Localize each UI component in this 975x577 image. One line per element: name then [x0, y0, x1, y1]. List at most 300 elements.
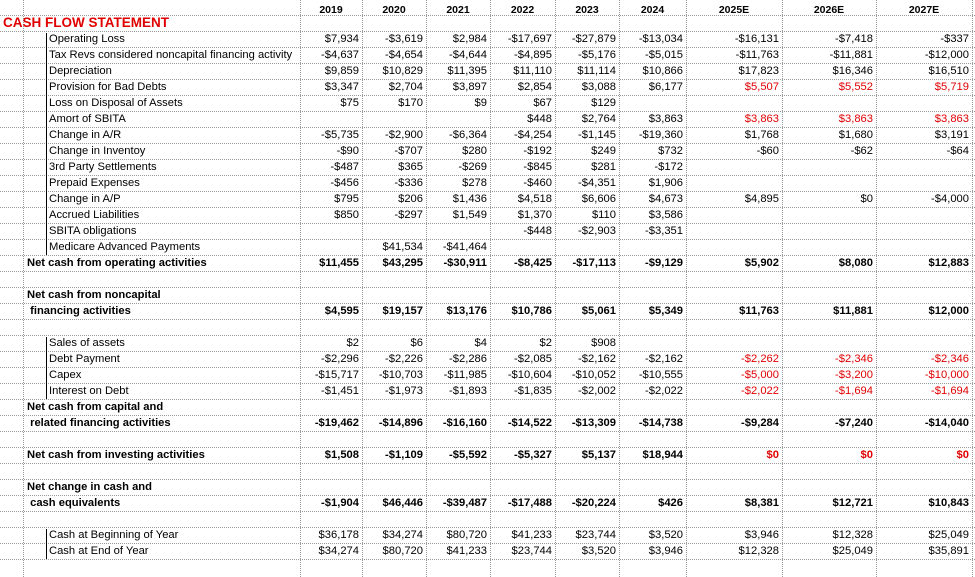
value-cell[interactable]: $11,455: [319, 257, 359, 269]
value-cell[interactable]: $12,721: [832, 497, 873, 509]
value-cell[interactable]: $795: [334, 193, 359, 205]
value-cell[interactable]: -$10,052: [571, 369, 616, 381]
value-cell[interactable]: -$41,464: [442, 241, 487, 253]
value-cell[interactable]: -$15,717: [314, 369, 359, 381]
value-cell[interactable]: -$2,346: [931, 353, 969, 365]
value-cell[interactable]: -$1,694: [931, 385, 969, 397]
value-cell[interactable]: -$4,637: [321, 49, 359, 61]
value-cell[interactable]: $110: [591, 209, 616, 221]
value-cell[interactable]: -$456: [330, 177, 359, 189]
value-cell[interactable]: $2,764: [581, 113, 616, 125]
value-cell[interactable]: $6,177: [648, 81, 683, 93]
value-cell[interactable]: -$845: [523, 161, 552, 173]
value-cell[interactable]: $10,786: [511, 305, 552, 317]
value-cell[interactable]: $1,549: [452, 209, 487, 221]
value-cell[interactable]: [619, 480, 683, 495]
value-cell[interactable]: $11,114: [577, 65, 616, 77]
value-cell[interactable]: -$707: [394, 145, 423, 157]
value-cell[interactable]: -$448: [523, 225, 552, 237]
value-cell[interactable]: $34,274: [382, 529, 423, 541]
value-cell[interactable]: [686, 336, 779, 351]
value-cell[interactable]: $4,595: [324, 305, 359, 317]
row-label-cell[interactable]: Sales of assets: [49, 337, 125, 349]
value-cell[interactable]: $12,328: [832, 529, 873, 541]
value-cell[interactable]: $3,863: [838, 113, 873, 125]
row-label-cell[interactable]: Change in Inventoy: [49, 145, 146, 157]
value-cell[interactable]: $3,088: [581, 81, 616, 93]
value-cell[interactable]: -$336: [394, 177, 423, 189]
year-header-cell[interactable]: 2023: [575, 4, 599, 16]
value-cell[interactable]: -$9,284: [741, 417, 779, 429]
value-cell[interactable]: $11,110: [513, 65, 552, 77]
value-cell[interactable]: $11,881: [833, 305, 873, 317]
value-cell[interactable]: -$4,654: [385, 49, 423, 61]
value-cell[interactable]: -$2,002: [578, 385, 616, 397]
value-cell[interactable]: -$3,200: [835, 369, 873, 381]
row-label-cell[interactable]: Cash at End of Year: [49, 545, 149, 557]
sheet-title[interactable]: CASH FLOW STATEMENT: [3, 15, 169, 30]
value-cell[interactable]: [782, 240, 873, 255]
value-cell[interactable]: -$1,973: [385, 385, 423, 397]
value-cell[interactable]: -$4,351: [578, 177, 616, 189]
table-row: [0, 144, 975, 160]
value-cell[interactable]: $3,863: [934, 113, 969, 125]
value-cell[interactable]: $25,049: [832, 545, 873, 557]
row-label-cell[interactable]: Net change in cash and: [27, 481, 152, 493]
value-cell[interactable]: $23,744: [511, 545, 552, 557]
value-cell[interactable]: [876, 288, 969, 303]
row-label-cell[interactable]: Accrued Liabilities: [49, 209, 140, 221]
value-cell[interactable]: $5,507: [744, 81, 779, 93]
value-cell[interactable]: $908: [591, 337, 616, 349]
row-label-cell[interactable]: Prepaid Expenses: [49, 177, 140, 189]
value-cell[interactable]: [555, 400, 616, 415]
value-cell[interactable]: -$297: [394, 209, 423, 221]
value-cell[interactable]: -$10,703: [378, 369, 423, 381]
value-cell[interactable]: $2,854: [517, 81, 552, 93]
value-cell[interactable]: -$5,327: [514, 449, 552, 461]
value-cell[interactable]: -$10,555: [638, 369, 683, 381]
value-cell[interactable]: $2: [539, 337, 552, 349]
value-cell[interactable]: $19,157: [382, 305, 423, 317]
value-cell[interactable]: $2,984: [452, 33, 487, 45]
value-cell[interactable]: $0: [860, 193, 873, 205]
value-cell[interactable]: -$20,224: [571, 497, 616, 509]
value-cell[interactable]: $25,049: [928, 529, 969, 541]
value-cell[interactable]: [876, 96, 969, 111]
value-cell[interactable]: $10,866: [642, 65, 683, 77]
value-cell[interactable]: $3,586: [648, 209, 683, 221]
value-cell[interactable]: [782, 288, 873, 303]
value-cell[interactable]: [686, 224, 779, 239]
value-cell[interactable]: $35,891: [928, 545, 969, 557]
table-row: [0, 384, 975, 400]
value-cell[interactable]: $4,518: [517, 193, 552, 205]
value-cell[interactable]: -$269: [458, 161, 487, 173]
value-cell[interactable]: -$1,109: [385, 449, 423, 461]
value-cell[interactable]: [619, 240, 683, 255]
value-cell[interactable]: [619, 288, 683, 303]
value-cell[interactable]: -$5,735: [321, 129, 359, 141]
value-cell[interactable]: -$1,904: [321, 497, 359, 509]
value-cell[interactable]: $80,720: [446, 529, 487, 541]
value-cell[interactable]: $850: [334, 209, 359, 221]
value-cell[interactable]: [686, 96, 779, 111]
value-cell[interactable]: $46,446: [382, 497, 423, 509]
value-cell[interactable]: [555, 288, 616, 303]
value-cell[interactable]: $2: [346, 337, 359, 349]
value-cell[interactable]: -$17,697: [507, 33, 552, 45]
value-cell[interactable]: [876, 208, 969, 223]
value-cell[interactable]: -$172: [654, 161, 683, 173]
value-cell[interactable]: $7,934: [324, 33, 359, 45]
value-cell[interactable]: $4,895: [744, 193, 779, 205]
value-cell[interactable]: $0: [860, 449, 873, 461]
value-cell[interactable]: -$1,694: [835, 385, 873, 397]
value-cell[interactable]: [490, 480, 552, 495]
value-cell[interactable]: $5,349: [648, 305, 683, 317]
row-label-cell[interactable]: Medicare Advanced Payments: [49, 241, 201, 253]
value-cell[interactable]: -$27,879: [571, 33, 616, 45]
value-cell[interactable]: -$2,162: [645, 353, 683, 365]
value-cell[interactable]: [362, 400, 423, 415]
value-cell[interactable]: [686, 288, 779, 303]
value-cell[interactable]: -$3,619: [385, 33, 423, 45]
value-cell[interactable]: $732: [658, 145, 683, 157]
value-cell[interactable]: [782, 208, 873, 223]
value-cell[interactable]: [490, 400, 552, 415]
value-cell[interactable]: -$14,522: [507, 417, 552, 429]
value-cell[interactable]: $9,859: [324, 65, 359, 77]
value-cell[interactable]: $3,520: [581, 545, 616, 557]
value-cell[interactable]: $0: [956, 449, 969, 461]
value-cell[interactable]: -$11,881: [829, 49, 873, 61]
value-cell[interactable]: -$337: [940, 33, 969, 45]
value-cell[interactable]: [619, 400, 683, 415]
value-cell[interactable]: $3,347: [324, 81, 359, 93]
value-cell[interactable]: $10,829: [382, 65, 423, 77]
value-cell[interactable]: -$14,896: [378, 417, 423, 429]
value-cell[interactable]: $3,863: [648, 113, 683, 125]
value-cell[interactable]: $3,191: [934, 129, 969, 141]
value-cell[interactable]: -$6,364: [449, 129, 487, 141]
value-cell[interactable]: [782, 400, 873, 415]
year-header-cell[interactable]: 2019: [319, 4, 343, 16]
value-cell[interactable]: $170: [398, 97, 423, 109]
value-cell[interactable]: $448: [527, 113, 552, 125]
value-cell[interactable]: $3,863: [744, 113, 779, 125]
value-cell[interactable]: $4: [474, 337, 487, 349]
value-cell[interactable]: [686, 400, 779, 415]
value-cell[interactable]: $280: [462, 145, 487, 157]
value-cell[interactable]: $278: [462, 177, 487, 189]
value-cell[interactable]: [555, 240, 616, 255]
row-label-cell[interactable]: Amort of SBITA: [49, 113, 126, 125]
value-cell[interactable]: [619, 336, 683, 351]
value-cell[interactable]: [300, 240, 359, 255]
value-cell[interactable]: $16,510: [928, 65, 969, 77]
row-label-cell[interactable]: Provision for Bad Debts: [49, 81, 167, 93]
value-cell[interactable]: -$9,129: [645, 257, 683, 269]
row-label-cell[interactable]: Interest on Debt: [49, 385, 129, 397]
value-cell[interactable]: -$4,254: [514, 129, 552, 141]
value-cell[interactable]: $5,719: [934, 81, 969, 93]
value-cell[interactable]: -$13,034: [638, 33, 683, 45]
value-cell[interactable]: $2,704: [388, 81, 423, 93]
value-cell[interactable]: $6,606: [581, 193, 616, 205]
value-cell[interactable]: [300, 288, 359, 303]
value-cell[interactable]: [782, 224, 873, 239]
value-cell[interactable]: $36,178: [318, 529, 359, 541]
value-cell[interactable]: $43,295: [382, 257, 423, 269]
value-cell[interactable]: -$12,000: [924, 49, 969, 61]
value-cell[interactable]: $1,768: [744, 129, 779, 141]
value-cell[interactable]: -$17,113: [572, 257, 616, 269]
value-cell[interactable]: -$19,462: [314, 417, 359, 429]
value-cell[interactable]: -$10,604: [507, 369, 552, 381]
value-cell[interactable]: -$16,160: [442, 417, 487, 429]
value-cell[interactable]: [426, 288, 487, 303]
value-cell[interactable]: -$2,022: [741, 385, 779, 397]
value-cell[interactable]: $11,763: [739, 305, 779, 317]
value-cell[interactable]: [782, 480, 873, 495]
year-header-cell[interactable]: 2022: [510, 4, 535, 16]
value-cell[interactable]: $9: [474, 97, 487, 109]
value-cell[interactable]: $13,176: [446, 305, 487, 317]
value-cell[interactable]: [782, 176, 873, 191]
value-cell[interactable]: $1,508: [324, 449, 359, 461]
row-label-cell[interactable]: cash equivalents: [27, 497, 121, 509]
value-cell[interactable]: $249: [591, 145, 616, 157]
value-cell[interactable]: $75: [340, 97, 359, 109]
value-cell[interactable]: [300, 400, 359, 415]
row-label-cell[interactable]: financing activities: [27, 305, 131, 317]
value-cell[interactable]: $11,395: [447, 65, 487, 77]
value-cell[interactable]: [300, 224, 359, 239]
year-header-cell[interactable]: 2024: [640, 4, 665, 16]
value-cell[interactable]: $426: [658, 497, 683, 509]
table-row: [0, 256, 975, 272]
value-cell[interactable]: -$2,022: [645, 385, 683, 397]
value-cell[interactable]: [876, 224, 969, 239]
value-cell[interactable]: $1,370: [517, 209, 552, 221]
value-cell[interactable]: -$2,900: [385, 129, 423, 141]
table-row: [0, 320, 975, 336]
table-row: [0, 464, 975, 480]
value-cell[interactable]: -$60: [756, 145, 779, 157]
value-cell[interactable]: $5,137: [581, 449, 616, 461]
value-cell[interactable]: [686, 160, 779, 175]
table-row: [0, 528, 975, 544]
value-cell[interactable]: -$7,418: [835, 33, 873, 45]
year-header-cell[interactable]: 2025E: [718, 4, 750, 16]
value-cell[interactable]: -$4,895: [514, 49, 552, 61]
row-label-cell[interactable]: Tax Revs considered noncapital financing activity: [49, 49, 293, 61]
row-label-cell[interactable]: Net cash from investing activities: [27, 449, 205, 461]
value-cell[interactable]: $41,534: [382, 241, 423, 253]
value-cell[interactable]: $1,436: [452, 193, 487, 205]
row-label-cell[interactable]: related financing activities: [27, 417, 171, 429]
value-cell[interactable]: -$8,425: [514, 257, 552, 269]
value-cell[interactable]: [426, 224, 487, 239]
value-cell[interactable]: -$14,738: [638, 417, 683, 429]
value-cell[interactable]: $10,843: [928, 497, 969, 509]
value-cell[interactable]: $8,080: [838, 257, 873, 269]
value-cell[interactable]: [876, 176, 969, 191]
value-cell[interactable]: -$1,893: [449, 385, 487, 397]
row-label-cell[interactable]: 3rd Party Settlements: [49, 161, 157, 173]
value-cell[interactable]: -$2,085: [514, 353, 552, 365]
value-cell[interactable]: $3,897: [452, 81, 487, 93]
value-cell[interactable]: -$2,903: [578, 225, 616, 237]
value-cell[interactable]: -$487: [330, 161, 359, 173]
value-cell[interactable]: $365: [398, 161, 423, 173]
value-cell[interactable]: -$1,835: [514, 385, 552, 397]
value-cell[interactable]: $17,823: [738, 65, 779, 77]
value-cell[interactable]: -$11,985: [443, 369, 487, 381]
value-cell[interactable]: -$5,592: [449, 449, 487, 461]
value-cell[interactable]: [619, 96, 683, 111]
value-cell[interactable]: [362, 288, 423, 303]
value-cell[interactable]: -$90: [336, 145, 359, 157]
value-cell[interactable]: -$5,000: [741, 369, 779, 381]
value-cell[interactable]: -$13,309: [571, 417, 616, 429]
value-cell[interactable]: -$64: [946, 145, 969, 157]
table-row: [0, 128, 975, 144]
value-cell[interactable]: $5,552: [838, 81, 873, 93]
value-cell[interactable]: $67: [533, 97, 552, 109]
row-label-cell[interactable]: Depreciation: [49, 65, 112, 77]
value-cell[interactable]: -$17,488: [507, 497, 552, 509]
row-label-cell[interactable]: SBITA obligations: [49, 225, 137, 237]
value-cell[interactable]: -$19,360: [638, 129, 683, 141]
value-cell[interactable]: $12,883: [928, 257, 969, 269]
value-cell[interactable]: [686, 176, 779, 191]
value-cell[interactable]: [362, 224, 423, 239]
value-cell[interactable]: -$2,226: [385, 353, 423, 365]
row-label-cell[interactable]: Net cash from operating activities: [27, 257, 207, 269]
row-label-cell[interactable]: Capex: [49, 369, 82, 381]
value-cell[interactable]: -$2,262: [741, 353, 779, 365]
value-cell[interactable]: $8,381: [744, 497, 779, 509]
value-cell[interactable]: $3,946: [648, 545, 683, 557]
value-cell[interactable]: -$14,040: [924, 417, 969, 429]
value-cell[interactable]: [782, 96, 873, 111]
group-border: [46, 337, 47, 399]
value-cell[interactable]: -$2,162: [578, 353, 616, 365]
value-cell[interactable]: [782, 336, 873, 351]
value-cell[interactable]: -$30,911: [443, 257, 487, 269]
year-header-cell[interactable]: 2021: [446, 4, 470, 16]
value-cell[interactable]: -$192: [523, 145, 552, 157]
value-cell[interactable]: $80,720: [382, 545, 423, 557]
value-cell[interactable]: -$3,351: [645, 225, 683, 237]
row-label-cell[interactable]: Debt Payment: [49, 353, 120, 365]
value-cell[interactable]: $34,274: [318, 545, 359, 557]
value-cell[interactable]: $129: [591, 97, 616, 109]
value-cell[interactable]: $5,061: [581, 305, 616, 317]
value-cell[interactable]: [490, 288, 552, 303]
value-cell[interactable]: -$2,346: [835, 353, 873, 365]
value-cell[interactable]: -$4,000: [931, 193, 969, 205]
value-cell[interactable]: [876, 240, 969, 255]
row-label-cell[interactable]: Net cash from capital and: [27, 401, 164, 413]
value-cell[interactable]: -$5,176: [578, 49, 616, 61]
value-cell[interactable]: -$1,451: [321, 385, 359, 397]
value-cell[interactable]: [876, 480, 969, 495]
value-cell[interactable]: [686, 240, 779, 255]
value-cell[interactable]: [426, 400, 487, 415]
value-cell[interactable]: [300, 112, 359, 127]
value-cell[interactable]: $0: [766, 449, 779, 461]
value-cell[interactable]: $12,000: [928, 305, 969, 317]
value-cell[interactable]: -$10,000: [924, 369, 969, 381]
value-cell[interactable]: $1,906: [648, 177, 683, 189]
value-cell[interactable]: [876, 400, 969, 415]
value-cell[interactable]: [426, 112, 487, 127]
value-cell[interactable]: -$2,286: [449, 353, 487, 365]
value-cell[interactable]: $12,328: [738, 545, 779, 557]
value-cell[interactable]: $6: [410, 337, 423, 349]
value-cell[interactable]: $3,520: [648, 529, 683, 541]
value-cell[interactable]: [686, 480, 779, 495]
row-label-cell[interactable]: Loss on Disposal of Assets: [49, 97, 183, 109]
value-cell[interactable]: [362, 112, 423, 127]
value-cell[interactable]: -$460: [523, 177, 552, 189]
table-row: [0, 32, 975, 48]
value-cell[interactable]: $206: [398, 193, 423, 205]
value-cell[interactable]: -$16,131: [734, 33, 779, 45]
value-cell[interactable]: -$39,487: [442, 497, 487, 509]
table-row: [0, 400, 975, 416]
value-cell[interactable]: -$11,763: [735, 49, 779, 61]
value-cell[interactable]: $3,946: [744, 529, 779, 541]
value-cell[interactable]: -$1,145: [578, 129, 616, 141]
value-cell[interactable]: [876, 160, 969, 175]
year-header-cell[interactable]: 2026E: [813, 4, 845, 16]
row-label-cell[interactable]: Change in A/P: [49, 193, 121, 205]
value-cell[interactable]: [782, 160, 873, 175]
row-label-cell[interactable]: Change in A/R: [49, 129, 122, 141]
value-cell[interactable]: $1,680: [838, 129, 873, 141]
row-label-cell[interactable]: Net cash from noncapital: [27, 289, 161, 301]
value-cell[interactable]: $281: [591, 161, 616, 173]
value-cell[interactable]: $5,902: [744, 257, 779, 269]
value-cell[interactable]: [300, 480, 359, 495]
value-cell[interactable]: [686, 208, 779, 223]
row-label-cell[interactable]: Operating Loss: [49, 33, 125, 45]
value-cell[interactable]: [876, 336, 969, 351]
row-label-cell[interactable]: Cash at Beginning of Year: [49, 529, 179, 541]
value-cell[interactable]: [426, 480, 487, 495]
value-cell[interactable]: [490, 240, 552, 255]
value-cell[interactable]: -$2,296: [321, 353, 359, 365]
value-cell[interactable]: $23,744: [575, 529, 616, 541]
value-cell[interactable]: $4,673: [648, 193, 683, 205]
value-cell[interactable]: -$62: [850, 145, 873, 157]
value-cell[interactable]: [362, 480, 423, 495]
value-cell[interactable]: $41,233: [511, 529, 552, 541]
value-cell[interactable]: $41,233: [446, 545, 487, 557]
value-cell[interactable]: $18,944: [642, 449, 683, 461]
value-cell[interactable]: -$5,015: [645, 49, 683, 61]
year-header-cell[interactable]: 2020: [382, 4, 406, 16]
year-header-cell[interactable]: 2027E: [908, 4, 940, 16]
value-cell[interactable]: [555, 480, 616, 495]
value-cell[interactable]: $16,346: [832, 65, 873, 77]
value-cell[interactable]: -$4,644: [449, 49, 487, 61]
value-cell[interactable]: -$7,240: [835, 417, 873, 429]
